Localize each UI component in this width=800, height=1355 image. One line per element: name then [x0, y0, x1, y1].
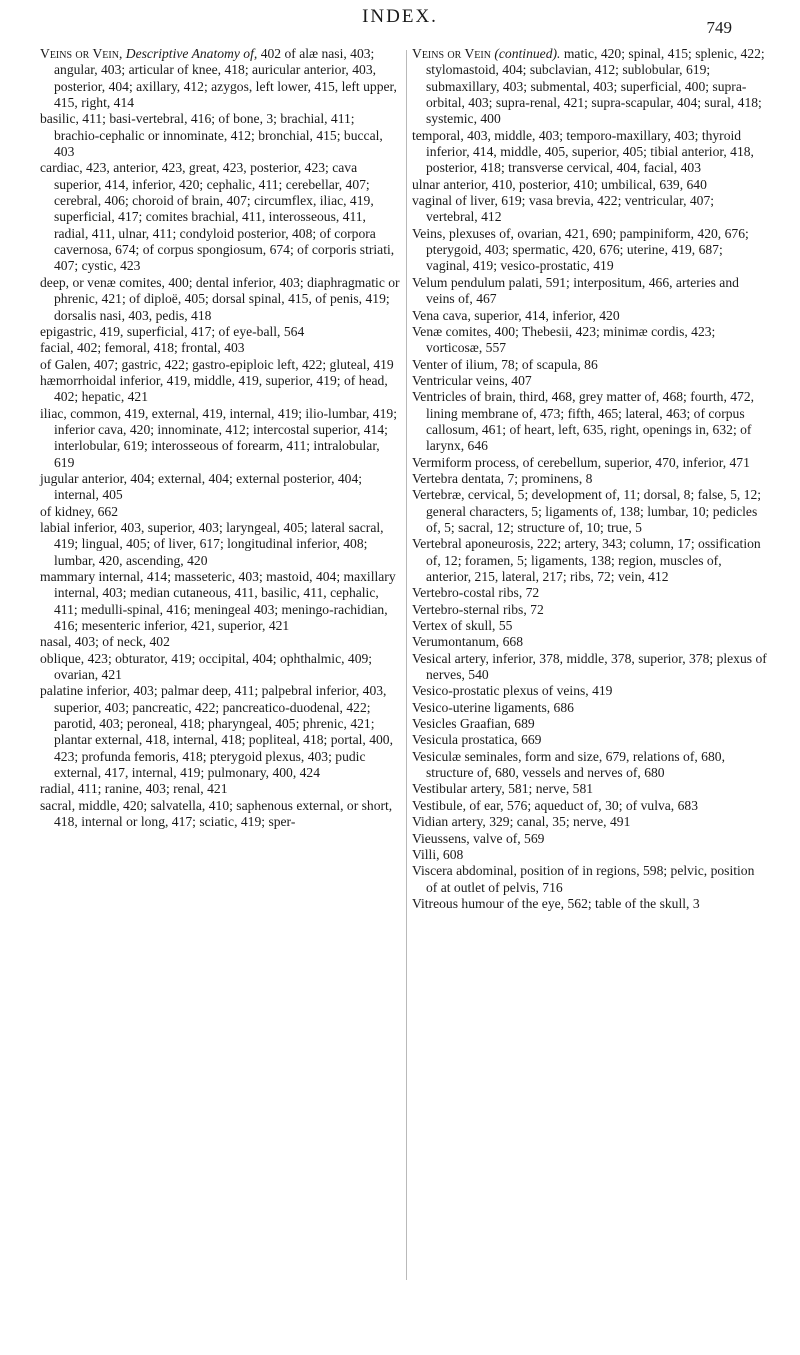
index-entry: Viscera abdominal, position of in regions, 598; pelvic, position of at outlet of pelvis, 716: [412, 863, 755, 895]
index-entry: Vertebro-sternal ribs, 72: [412, 601, 544, 617]
index-entry: Vestibular artery, 581; nerve, 581: [412, 781, 594, 797]
index-entry: labial inferior, 403, superior, 403; laryngeal, 405; lateral sacral, 419; lingual, 405; of liver, 617; longitudinal inferior, 408; lumbar, 420, ascending, 420: [40, 519, 384, 568]
index-entry-heading: [40, 46, 402, 111]
index-entry: Vitreous humour of the eye, 562; table of the skull, 3: [412, 895, 700, 911]
index-entry: facial, 402; femoral, 418; frontal, 403: [40, 340, 245, 356]
column-divider: [406, 50, 407, 1280]
index-entry: epigastric, 419, superficial, 417; of eye-ball, 564: [40, 323, 305, 339]
index-entry: Vesicles Graafian, 689: [412, 716, 535, 732]
index-entry: vaginal of liver, 619; vasa brevia, 422; ventricular, 407; vertebral, 412: [412, 193, 715, 225]
index-entry: hæmorrhoidal inferior, 419, middle, 419, superior, 419; of head, 402; hepatic, 421: [40, 372, 388, 405]
index-entry: Vertex of skull, 55: [412, 618, 513, 634]
index-entry: Villi, 608: [412, 846, 464, 862]
index-entry: Vertebral aponeurosis, 222; artery, 343; column, 17; ossification of, 12; foramen, 5; ligaments, 138; region, muscles of, anterior, 215, lateral, 217; ribs, 72; vein, 412: [412, 536, 761, 584]
index-entry: mammary internal, 414; masseteric, 403; mastoid, 404; maxillary internal, 403; median cutaneous, 411, basilic, 411, cephalic, 411; medulli-spinal, 416; meningeal 403; meningo-rachidian, 416; mesenteric inferior, 421, superior, 421: [40, 569, 396, 634]
right-column: [412, 46, 768, 912]
index-entry: of Galen, 407; gastric, 422; gastro-epiploic left, 422; gluteal, 419: [40, 356, 394, 372]
index-entry: Vesico-uterine ligaments, 686: [412, 699, 574, 715]
index-entry: Vestibule, of ear, 576; aqueduct of, 30; of vulva, 683: [412, 797, 698, 813]
index-entry: Ventricles of brain, third, 468, grey matter of, 468; fourth, 472, lining membrane of, 473; fifth, 465; lateral, 463; of corpus callosum, 461; of heart, left, 635, right, openings in, 632; of larynx, 646: [412, 389, 755, 454]
index-entry: Vermiform process, of cerebellum, superior, 470, inferior, 471: [412, 454, 750, 470]
index-entry: Vesico-prostatic plexus of veins, 419: [412, 683, 613, 699]
index-entry-heading: [412, 46, 768, 128]
index-entry: nasal, 403; of neck, 402: [40, 634, 170, 650]
index-entry: radial, 411; ranine, 403; renal, 421: [40, 781, 228, 797]
index-entry: Venæ comites, 400; Thebesii, 423; minimæ cordis, 423; vorticosæ, 557: [412, 323, 716, 356]
index-entry: Venter of ilium, 78; of scapula, 86: [412, 356, 598, 372]
index-entry: Vesiculæ seminales, form and size, 679, relations of, 680, structure of, 680, vessels and nerves of, 680: [412, 748, 725, 781]
index-entry: cardiac, 423, anterior, 423, great, 423, posterior, 423; cava superior, 414, inferior, 420; cephalic, 411; cerebellar, 407; cerebral, 406; choroid of brain, 407; circumflex, iliac, 419, superficial, 417; comites brachial, 411, interosseous, 411, radial, 411, ulnar, 411; condyloid posterior, 408; of corpora cavernosa, 674; of corpus spongiosum, 674; of corporis striati, 407; cystic, 423: [40, 160, 395, 274]
index-entry: Vertebro-costal ribs, 72: [412, 585, 540, 601]
index-entry: oblique, 423; obturator, 419; occipital, 404; ophthalmic, 409; ovarian, 421: [40, 650, 373, 683]
page-header: [0, 6, 800, 46]
index-entry: Vertebra dentata, 7; prominens, 8: [412, 470, 593, 486]
left-column: [40, 46, 402, 831]
index-entry: Vena cava, superior, 414, inferior, 420: [412, 307, 620, 323]
running-title: INDEX.: [362, 6, 438, 27]
index-entry: Vesical artery, inferior, 378, middle, 378, superior, 378; plexus of nerves, 540: [412, 650, 767, 683]
index-entry: jugular anterior, 404; external, 404; external posterior, 404; internal, 405: [40, 470, 363, 503]
index-entry: deep, or venæ comites, 400; dental inferior, 403; diaphragmatic or phrenic, 421; of diploë, 405; dorsal spinal, 415, of penis, 419; dorsalis nasi, 403, pedis, 418: [40, 274, 400, 323]
index-entry: Verumontanum, 668: [412, 634, 523, 650]
index-entry: sacral, middle, 420; salvatella, 410; saphenous external, or short, 418, internal or long, 417; sciatic, 419; sper-: [40, 797, 393, 830]
index-entry: ulnar anterior, 410, posterior, 410; umbilical, 639, 640: [412, 176, 707, 192]
index-entry: palatine inferior, 403; palmar deep, 411; palpebral inferior, 403, superior, 403; pancreatic, 422; pancreatico-duodenal, 422; parotid, 403; peroneal, 418; pharyngeal, 405; phrenic, 421; plantar external, 418, internal, 418; popliteal, 418; portal, 400, 423; profunda femoris, 418; pterygoid plexus, 403; pudic external, 417, internal, 419; pulmonary, 400, 424: [40, 683, 394, 781]
index-entry: matic, 420; spinal, 415; splenic, 422; stylomastoid, 404; subclavian, 412; sublobular, 619; submaxillary, 403; submental, 403; superficial, 400; supra-orbital, 403; supra-renal, 421; supra-scapular, 404; sural, 418; systemic, 400: [426, 46, 765, 127]
entry-heading: Veins or Vein: [412, 46, 491, 61]
index-entry: basilic, 411; basi-vertebral, 416; of bone, 3; brachial, 411; brachio-cephalic or innominate, 412; bronchial, 415; buccal, 403: [40, 111, 383, 160]
entry-heading-subtitle: Descriptive Anatomy of,: [125, 46, 258, 61]
index-entry: Veins, plexuses of, ovarian, 421, 690; pampiniform, 420, 676; pterygoid, 403; spermatic, 420, 676; uterine, 419, 687; vaginal, 419; vesico-prostatic, 419: [412, 225, 749, 274]
index-entry: Vesicula prostatica, 669: [412, 732, 542, 748]
index-entry: iliac, common, 419, external, 419, internal, 419; ilio-lumbar, 419; inferior cava, 420; innominate, 412; intercostal superior, 414; interlobular, 619; interosseous of forearm, 411; intralobular, 619: [40, 405, 397, 470]
index-entry: Vieussens, valve of, 569: [412, 830, 545, 846]
index-entry: temporal, 403, middle, 403; temporo-maxillary, 403; thyroid inferior, 414, middle, 405, superior, 405; tibial anterior, 418, posterior, 418; transverse cervical, 404, facial, 403: [412, 127, 754, 176]
index-entry: Vertebræ, cervical, 5; development of, 11; dorsal, 8; false, 5, 12; general characters, 5; ligaments of, 138; lumbar, 10; pedicles of, 5; sacral, 12; structure of, 10; true, 5: [412, 487, 762, 535]
entry-heading: Veins or Vein,: [40, 46, 123, 61]
index-entry: Velum pendulum palati, 591; interpositum, 466, arteries and veins of, 467: [412, 274, 739, 307]
index-entry: 402 of alæ nasi, 403; angular, 403; articular of knee, 418; auricular anterior, 403, posterior, 404; axillary, 412; azygos, left lower, 415, left upper, 415, right, 414: [54, 46, 397, 111]
index-entry: Ventricular veins, 407: [412, 372, 532, 388]
entry-heading-subtitle: (continued).: [494, 46, 561, 61]
page-number: 749: [706, 18, 732, 37]
index-entry: of kidney, 662: [40, 503, 119, 519]
index-entry: Vidian artery, 329; canal, 35; nerve, 491: [412, 814, 631, 830]
